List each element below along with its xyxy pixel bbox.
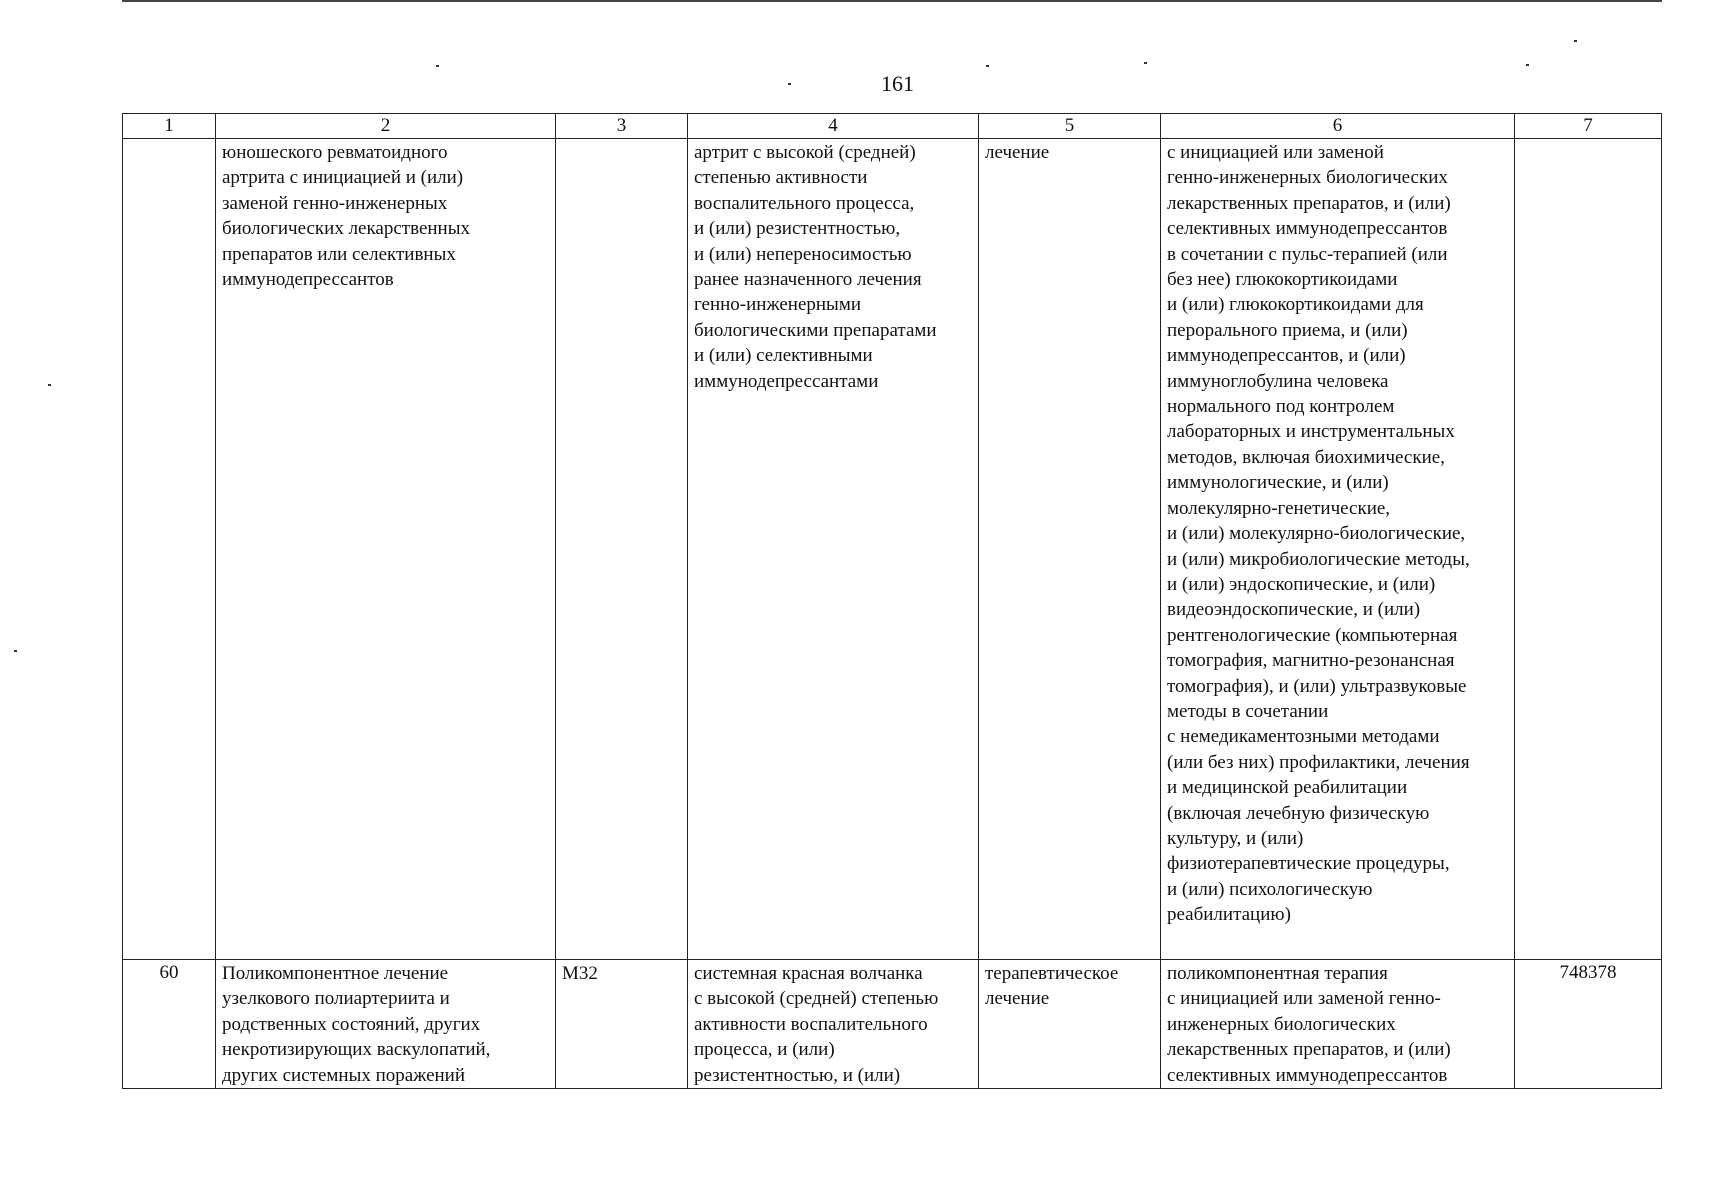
text-line: и (или) молекулярно-биологические,	[1167, 523, 1466, 545]
services-table	[122, 113, 1662, 1089]
text-line: артрит с высокой (средней)	[694, 142, 916, 163]
text-line: лекарственных препаратов, и (или)	[1167, 1039, 1451, 1061]
text-line: артрита с инициацией и (или)	[222, 167, 464, 189]
text-line: нормального под контролем	[1167, 396, 1395, 418]
text-line: и (или) психологическую	[1167, 878, 1373, 900]
text-line: иммунодепрессантами	[694, 370, 879, 392]
treatment-type-cell	[979, 139, 1161, 960]
scan-speck	[1144, 62, 1147, 64]
scan-speck	[436, 65, 439, 67]
service-name-cell	[216, 139, 556, 960]
column-number: 3	[556, 114, 688, 139]
text-line: с немедикаментозными методами	[1167, 726, 1440, 748]
text-line: без нее) глюкокортикоидами	[1167, 269, 1398, 291]
scan-speck	[14, 650, 17, 652]
text-line: иммунодепрессантов	[222, 269, 394, 291]
scan-speck	[1526, 64, 1529, 66]
column-number: 2	[216, 114, 556, 139]
text-line: других системных поражений	[222, 1064, 466, 1086]
text-line: методы в сочетании	[1167, 700, 1329, 722]
table-row	[123, 139, 1662, 960]
column-number-row	[123, 114, 1662, 139]
text-line: Поликомпонентное лечение	[222, 963, 449, 984]
cost-cell: 748378	[1515, 960, 1662, 1089]
text-line: (или без них) профилактики, лечения	[1167, 751, 1470, 773]
column-number: 1	[123, 114, 216, 139]
text-line: лечение	[985, 142, 1050, 163]
text-line: методов, включая биохимические,	[1167, 446, 1445, 468]
text-line: и (или) резистентностью,	[694, 218, 901, 240]
column-number: 4	[688, 114, 979, 139]
method-cell	[1161, 139, 1515, 960]
text-line: рентгенологические (компьютерная	[1167, 624, 1458, 646]
text-line: и (или) микробиологические методы,	[1167, 548, 1470, 570]
text-line: резистентностью, и (или)	[694, 1064, 901, 1086]
text-line: томография), и (или) ультразвуковые	[1167, 675, 1467, 697]
text-line: физиотерапевтические процедуры,	[1167, 853, 1450, 875]
column-number: 7	[1515, 114, 1662, 139]
text-line: лабораторных и инструментальных	[1167, 421, 1455, 443]
text-line: и (или) глюкокортикоидами для	[1167, 294, 1424, 316]
text-line: реабилитацию)	[1167, 904, 1291, 926]
text-line: в сочетании с пульс-терапией (или	[1167, 243, 1448, 265]
text-line: воспалительного процесса,	[694, 192, 915, 214]
text-line: биологических лекарственных	[222, 218, 470, 240]
model-cell	[688, 960, 979, 1089]
text-line: и (или) непереносимостью	[694, 243, 912, 265]
text-line: культуру, и (или)	[1167, 827, 1304, 849]
text-line: с инициацией или заменой генно-	[1167, 988, 1441, 1010]
page-number: 161	[881, 71, 914, 96]
text-line: генно-инженерных биологических	[1167, 167, 1448, 189]
text-line: селективных иммунодепрессантов	[1167, 218, 1448, 240]
text-line: системная красная волчанка	[694, 963, 923, 984]
text-line: биологическими препаратами	[694, 319, 937, 341]
text-line: родственных состояний, других	[222, 1013, 481, 1035]
scan-speck	[1574, 40, 1577, 42]
row-number-cell: 60	[123, 960, 216, 1089]
code-cell	[556, 960, 688, 1089]
text-line: томография, магнитно-резонансная	[1167, 650, 1455, 672]
service-name-cell	[216, 960, 556, 1089]
text-line: терапевтическое	[985, 963, 1119, 984]
text-line: степенью активности	[694, 167, 868, 189]
text-line: видеоэндоскопические, и (или)	[1167, 599, 1421, 621]
text-line: (включая лечебную физическую	[1167, 802, 1430, 824]
column-number: 6	[1161, 114, 1515, 139]
text-line: активности воспалительного	[694, 1013, 928, 1035]
cost-cell	[1515, 139, 1662, 960]
text-line: и медицинской реабилитации	[1167, 777, 1408, 799]
text-line: заменой генно-инженерных	[222, 192, 448, 214]
method-cell	[1161, 960, 1515, 1089]
text-line: препаратов или селективных	[222, 243, 456, 265]
top-rule	[122, 0, 1662, 2]
text-line: инженерных биологических	[1167, 1013, 1396, 1035]
text-line: иммунодепрессантов, и (или)	[1167, 345, 1406, 367]
text-line: молекулярно-генетические,	[1167, 497, 1391, 519]
text-line: узелкового полиартериита и	[222, 988, 450, 1010]
code-cell	[556, 139, 688, 960]
text-line: лечение	[985, 988, 1050, 1010]
text-line: селективных иммунодепрессантов	[1167, 1064, 1448, 1086]
text-line: генно-инженерными	[694, 294, 862, 316]
text-line: и (или) эндоскопические, и (или)	[1167, 573, 1436, 595]
text-line: ранее назначенного лечения	[694, 269, 922, 291]
text-line: лекарственных препаратов, и (или)	[1167, 192, 1451, 214]
table-row	[123, 960, 1662, 1089]
text-line: с инициацией или заменой	[1167, 142, 1384, 163]
text-line: с высокой (средней) степенью	[694, 988, 939, 1010]
model-cell	[688, 139, 979, 960]
treatment-type-cell	[979, 960, 1161, 1089]
text-line: иммунологические, и (или)	[1167, 472, 1389, 494]
text-line: поликомпонентная терапия	[1167, 963, 1388, 984]
text-line: некротизирующих васкулопатий,	[222, 1039, 491, 1061]
text-line: юношеского ревматоидного	[222, 142, 448, 163]
row-number-cell	[123, 139, 216, 960]
scan-speck	[986, 65, 989, 67]
scan-speck	[48, 384, 51, 386]
text-line: и (или) селективными	[694, 345, 873, 367]
column-number: 5	[979, 114, 1161, 139]
code-value: M32	[562, 963, 598, 984]
text-line: перорального приема, и (или)	[1167, 319, 1408, 341]
text-line: иммуноглобулина человека	[1167, 370, 1389, 392]
text-line: процесса, и (или)	[694, 1039, 835, 1061]
